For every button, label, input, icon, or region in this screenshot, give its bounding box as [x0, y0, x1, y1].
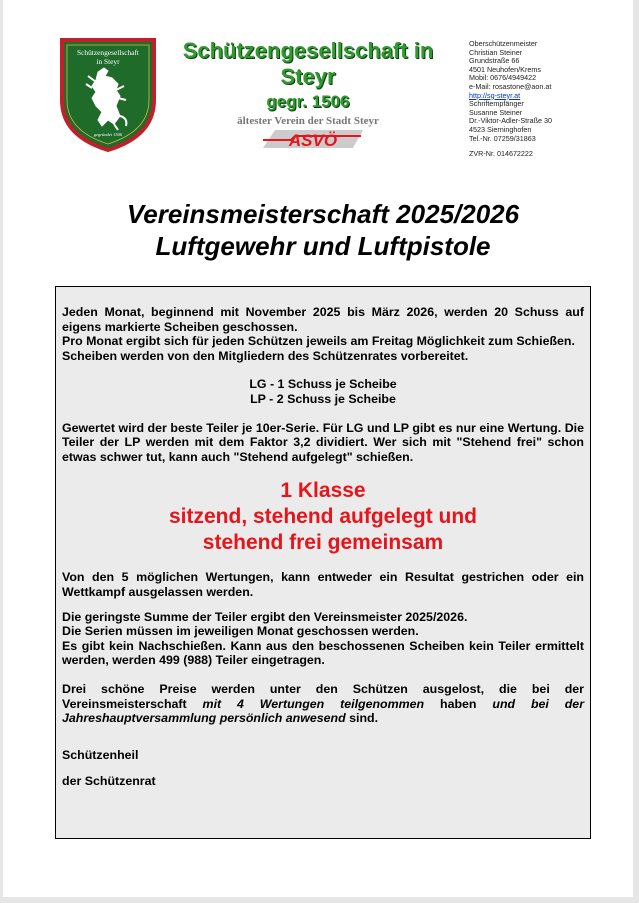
website-link[interactable]: http://sg-steyr.at — [469, 90, 521, 100]
lp-rule: LP - 2 Schuss je Scheibe — [250, 391, 396, 406]
rules-paragraph: Pro Monat ergibt sich für jeden Schützen jeweils am Freitag Möglichkeit zum Schießen. — [62, 334, 575, 349]
contact-line: 4523 Sierninghofen — [469, 124, 532, 134]
winner-paragraph: Die Serien müssen im jeweiligen Monat geschossen werden. — [62, 624, 419, 639]
greeting: Schützenheil — [62, 747, 139, 762]
contact-line: Christian Steiner — [469, 47, 523, 57]
contact-line: 4501 Neuhofen/Krems — [469, 64, 541, 74]
contact-line: Grundstraße 66 — [469, 56, 520, 66]
asvoe-logo-text: ASVÖ — [288, 131, 338, 150]
document-title — [23, 198, 623, 262]
organization-name — [163, 38, 453, 90]
lg-rule: LG - 1 Schuss je Scheibe — [249, 377, 397, 392]
rules-paragraph: Jeden Monat, beginnend mit November 2025 bis März 2026, werden 20 Schuss auf eigens markierte Scheiben geschossen. — [62, 305, 584, 334]
crest-text-bottom: gegründet 1506 — [93, 132, 123, 137]
title-line1: Vereinsmeisterschaft 2025/2026 — [126, 199, 520, 229]
winner-paragraph: Die geringste Summe der Teiler ergibt den Vereinsmeister 2025/2026. — [62, 609, 468, 624]
organization-name-line1: Schützengesellschaft in — [182, 38, 434, 63]
contact-line: Schriftempfänger — [469, 99, 524, 109]
zvr-number: ZVR-Nr. 014672222 — [469, 149, 533, 159]
results-paragraph: Von den 5 möglichen Wertungen, kann entweder ein Resultat gestrichen oder ein Wettkampf ausgelassen werden. — [62, 570, 584, 599]
prizes-paragraph: Drei schöne Preise werden unter den Schützen ausgelost, die bei der Vereinsmeisterschaft mit 4 Wertungen teilgenommen haben und bei der Jahreshauptversammlung persönlich anwesend sind. — [62, 681, 585, 726]
class-announcement — [62, 478, 584, 556]
class-line1: 1 Klasse — [280, 479, 366, 503]
contact-line: Susanne Steiner — [469, 107, 523, 117]
asvoe-logo — [261, 128, 365, 150]
founded-year: gegr. 1506 — [266, 92, 350, 111]
document-page — [3, 0, 633, 897]
class-line2: sitzend, stehend aufgelegt und — [168, 505, 478, 529]
rules-box — [55, 286, 591, 839]
scoring-paragraph: Gewertet wird der beste Teiler je 10er-Serie. Für LG und LP gibt es nur eine Wertung. Die Teiler der LP werden mit dem Faktor 3,2 dividiert. Wer sich mit "Stehend frei" schon etwas schwer tut, kann auch "Stehend aufgelegt" schießen. — [62, 420, 584, 464]
class-line3: stehend frei gemeinsam — [202, 531, 444, 555]
contact-block — [469, 40, 629, 159]
organization-name-line2: Steyr — [280, 64, 336, 89]
oldest-club-tagline: ältester Verein der Stadt Steyr — [237, 115, 379, 127]
contact-line: Oberschützenmeister — [469, 39, 538, 48]
contact-line: Dr.-Viktor-Adler-Straße 30 — [469, 116, 552, 126]
crest-text-top: Schützengesellschaft — [77, 48, 139, 57]
contact-line: e-Mail: rosastone@aon.at — [469, 81, 552, 91]
signature: der Schützenrat — [62, 774, 156, 789]
rules-paragraph: Scheiben werden von den Mitgliedern des Schützenrates vorbereitet. — [62, 348, 469, 363]
contact-line: Tel.-Nr. 07259/31863 — [469, 133, 536, 143]
crest-text-sub: in Steyr — [96, 57, 120, 66]
club-crest-logo — [58, 36, 158, 154]
title-line2: Luftgewehr und Luftpistole — [155, 231, 491, 261]
contact-line: Mobil: 0676/4949422 — [469, 73, 537, 83]
winner-paragraph: Es gibt kein Nachschießen. Kann aus den beschossenen Scheiben kein Teiler ermittelt werden, werden 499 (988) Teiler eingetragen. — [62, 638, 584, 668]
